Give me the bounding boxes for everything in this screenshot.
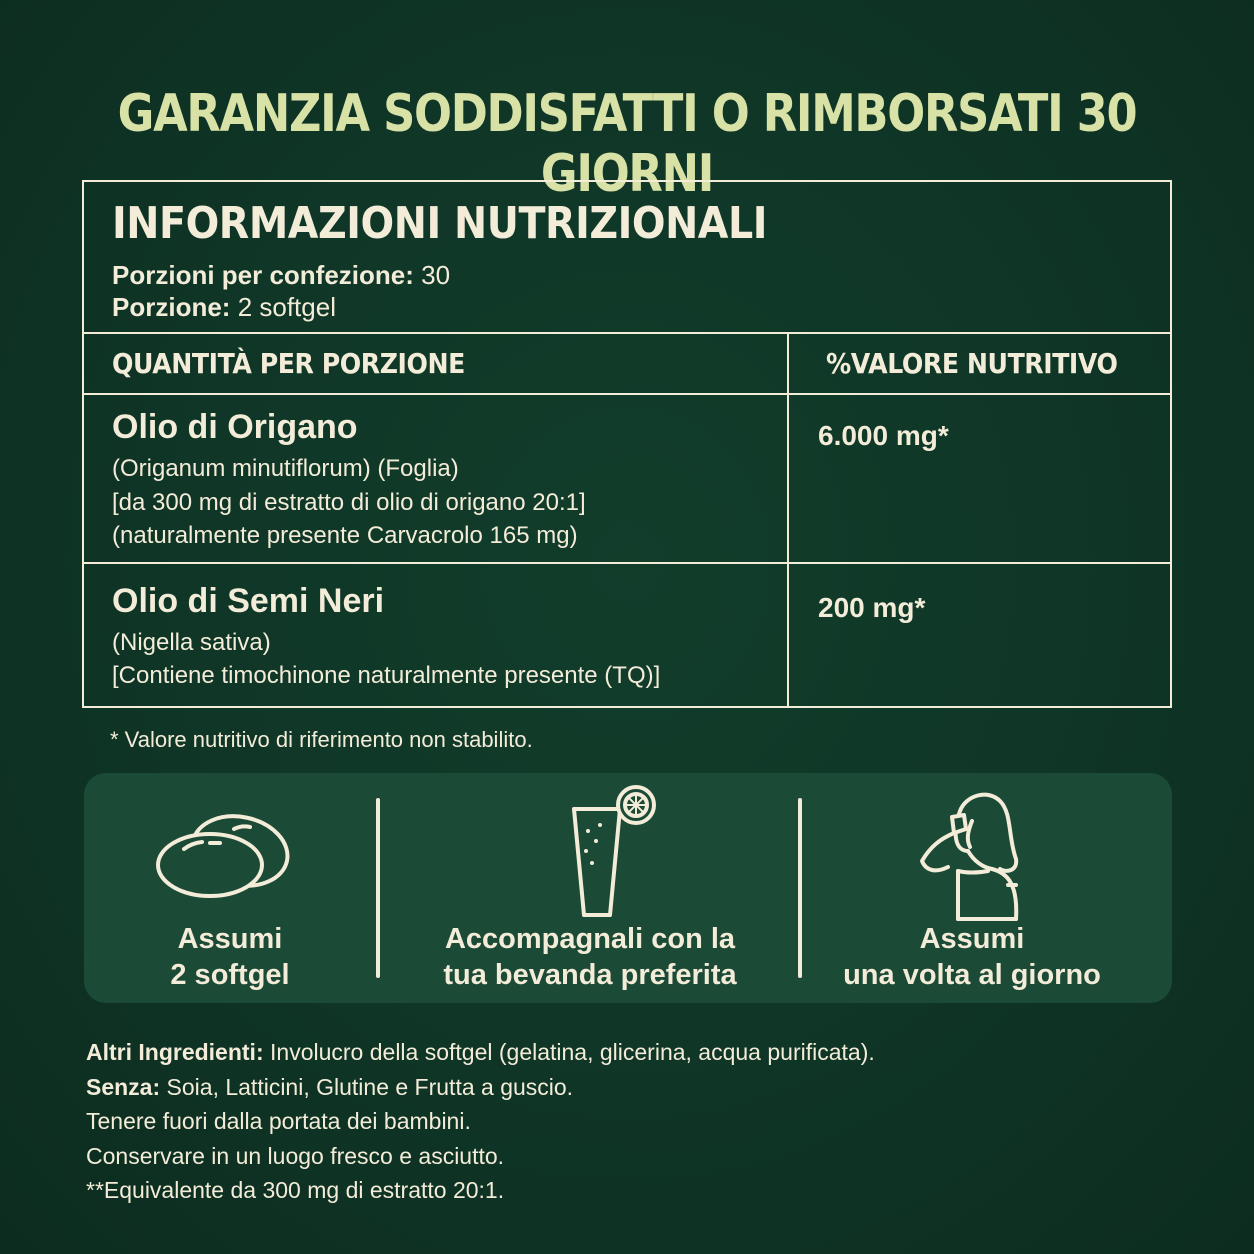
label-line: Accompagnali con la [444,923,736,955]
equivalence-note: **Equivalente da 300 mg di estratto 20:1. [86,1177,505,1203]
label-line: tua bevanda preferita [443,959,737,991]
usage-instructions-panel [84,773,1172,1003]
usage-step-daily [802,773,1142,1003]
ingredient-name: Olio di Origano [112,408,358,446]
usage-step-label [802,921,1142,993]
ingredient-detail: (Nigella sativa) [112,629,271,656]
usage-step-label [380,921,800,993]
drink-glass-icon [570,781,660,921]
person-drinking-icon [912,781,1024,921]
usage-step-label [84,921,376,993]
softgel-icon [154,809,294,903]
serving-size [112,292,336,323]
nutrition-facts-panel [82,180,1172,708]
servings-value: 30 [421,260,451,290]
label-line: una volta al giorno [843,959,1101,991]
storage-note: Conservare in un luogo fresco e asciutto. [86,1142,505,1169]
ingredient-amount: 6.000 mg* [818,420,949,451]
ingredient-name: Olio di Semi Neri [112,582,385,620]
nutrition-title: INFORMAZIONI NUTRIZIONALI [112,198,768,249]
guarantee-headline: GARANZIA SODDISFATTI O RIMBORSATI 30 GIORNI [117,84,1137,204]
nutrition-header [84,182,1170,334]
other-ingredients-value: Involucro della softgel (gelatina, glicerina, acqua purificata). [263,1039,875,1065]
servings-per-container [112,260,450,291]
column-header-value: %VALORE NUTRITIVO [826,347,1118,380]
warning-children: Tenere fuori dalla portata dei bambini. [86,1108,471,1134]
free-from-label: Senza: [86,1073,161,1100]
row-divider [84,562,1170,564]
ingredient-detail: [da 300 mg di estratto di olio di origano 20:1] [112,489,586,516]
label-line: Assumi [177,923,283,955]
serving-size-value: 2 softgel [237,292,336,322]
servings-label: Porzioni per confezione: [112,260,414,290]
usage-step-drink [380,773,800,1003]
ingredient-detail: (naturalmente presente Carvacrolo 165 mg) [112,522,578,549]
ingredients-block [86,1035,875,1208]
other-ingredients-label: Altri Ingredienti: [86,1039,264,1065]
label-line: Assumi [919,923,1025,955]
serving-size-label: Porzione: [112,292,231,322]
free-from [86,1070,875,1105]
label-line: 2 softgel [170,959,290,991]
footnote: * Valore nutritivo di riferimento non stabilito. [110,727,533,752]
header-row-divider [84,393,1170,395]
other-ingredients [86,1035,875,1070]
free-from-value: Soia, Latticini, Glutine e Frutta a guscio. [160,1073,574,1100]
column-header-quantity: QUANTITÀ PER PORZIONE [112,347,465,380]
usage-step-softgel [84,773,376,1003]
column-divider [787,332,789,706]
ingredient-detail: (Origanum minutiflorum) (Foglia) [112,455,459,482]
ingredient-detail: [Contiene timochinone naturalmente presente (TQ)] [112,662,661,689]
ingredient-amount: 200 mg* [818,592,926,623]
